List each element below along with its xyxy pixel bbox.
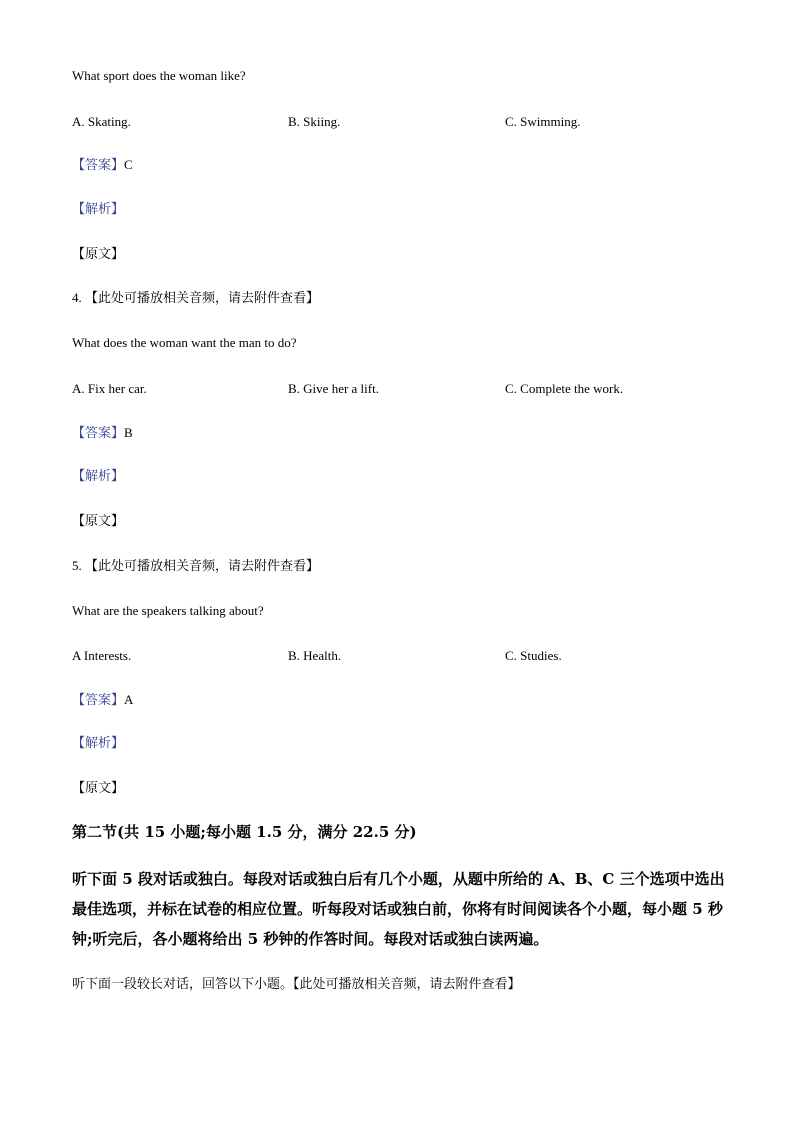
q5-original-label: 【原文】 bbox=[72, 781, 125, 796]
q4-question: What does the woman want the man to do? bbox=[72, 335, 297, 350]
q4-header bbox=[72, 290, 319, 307]
answer-value: C bbox=[124, 157, 133, 172]
q4-number: 4. bbox=[72, 290, 82, 305]
q3-question: What sport does the woman like? bbox=[72, 68, 246, 83]
q4-option-b: B. Give her a lift. bbox=[288, 381, 379, 396]
q5-analysis-label: 【解析】 bbox=[72, 736, 125, 751]
q5-question: What are the speakers talking about? bbox=[72, 603, 264, 618]
q5-answer bbox=[72, 692, 133, 709]
q4-option-c: C. Complete the work. bbox=[505, 381, 624, 396]
q5-option-a: A Interests. bbox=[72, 648, 132, 663]
q3-option-a: A. Skating. bbox=[72, 114, 131, 129]
q5-audio-note[interactable]: 【此处可播放相关音频，请去附件查看】 bbox=[85, 559, 320, 574]
answer-label: 【答案】 bbox=[72, 158, 125, 173]
section2-instructions: 听下面 5 段对话或独白。每段对话或独白后有几个小题，从题中所给的 A、B、C 三个选项中选出最佳选项，并标在试卷的相应位置。听每段对话或独白前，你将有时间阅读各个小题，每小题 5 秒钟;听完后，各小题将给出 5 秒钟的作答时间。每段对话或独白读两遍。 bbox=[72, 870, 725, 948]
q4-answer bbox=[72, 425, 133, 442]
q5-option-b: B. Health. bbox=[288, 648, 342, 663]
q3-answer bbox=[72, 157, 133, 174]
answer-value: B bbox=[124, 425, 133, 440]
q3-analysis-label: 【解析】 bbox=[72, 202, 125, 217]
section2-listen-note: 听下面一段较长对话，回答以下小题。【此处可播放相关音频，请去附件查看】 bbox=[72, 977, 521, 992]
q3-original-label: 【原文】 bbox=[72, 247, 125, 262]
answer-label: 【答案】 bbox=[72, 693, 125, 708]
q4-original-label: 【原文】 bbox=[72, 514, 125, 529]
q5-number: 5. bbox=[72, 558, 82, 573]
q4-audio-note[interactable]: 【此处可播放相关音频，请去附件查看】 bbox=[85, 291, 320, 306]
q4-analysis-label: 【解析】 bbox=[72, 469, 125, 484]
q5-header bbox=[72, 558, 319, 575]
q5-option-c: C. Studies. bbox=[505, 648, 562, 663]
answer-label: 【答案】 bbox=[72, 426, 125, 441]
q4-option-a: A. Fix her car. bbox=[72, 381, 147, 396]
q3-option-b: B. Skiing. bbox=[288, 114, 341, 129]
section2-heading: 第二节(共 15 小题;每小题 1.5 分，满分 22.5 分) bbox=[72, 823, 417, 841]
answer-value: A bbox=[124, 692, 134, 707]
q3-option-c: C. Swimming. bbox=[505, 114, 581, 129]
